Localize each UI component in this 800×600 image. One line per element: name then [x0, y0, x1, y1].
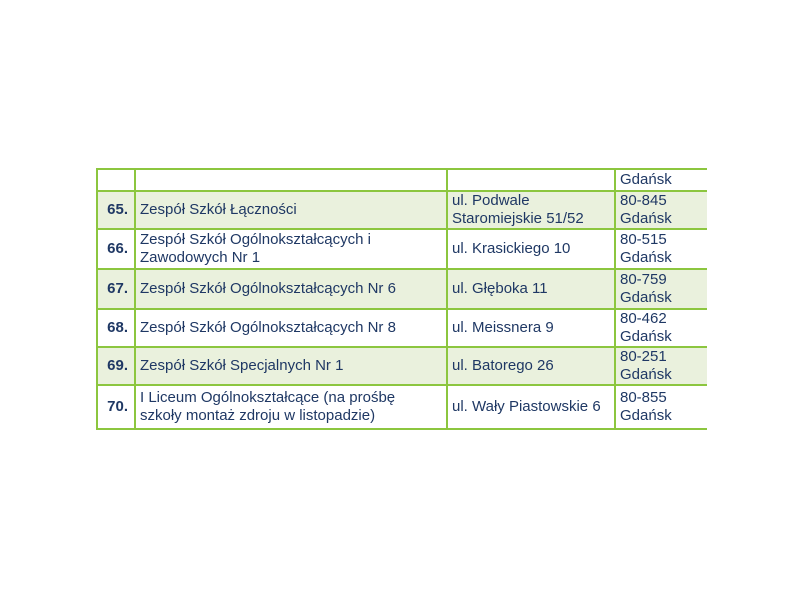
city-text: Gdańsk	[620, 407, 672, 424]
school-name-cell	[135, 191, 447, 229]
city-text: Gdańsk	[620, 210, 672, 227]
city-text: Gdańsk	[620, 249, 672, 266]
row-number-cell: 69.	[97, 347, 135, 385]
city-text: Gdańsk	[620, 289, 672, 306]
postal-city-cell	[615, 191, 707, 229]
row-number-cell: 65.	[97, 191, 135, 229]
school-name-cell	[135, 309, 447, 347]
postal-city-cell	[615, 229, 707, 269]
address-line: ul. Meissnera 9	[452, 319, 554, 336]
row-number-cell: 68.	[97, 309, 135, 347]
postal-city-cell	[615, 347, 707, 385]
table-row	[97, 169, 707, 191]
school-name-line: Zespół Szkół Specjalnych Nr 1	[140, 357, 344, 374]
row-number-cell: 66.	[97, 229, 135, 269]
school-name-line: Zespół Szkół Ogólnokształcących i	[140, 231, 371, 248]
address-cell	[447, 191, 615, 229]
address-line: ul. Krasickiego 10	[452, 240, 571, 257]
postal-code: 80-515	[620, 231, 667, 248]
city-text: Gdańsk	[620, 366, 672, 383]
address-line: ul. Podwale	[452, 192, 530, 209]
city-cell	[615, 169, 707, 191]
row-number-cell: 70.	[97, 385, 135, 429]
address-cell	[447, 309, 615, 347]
school-name-line: szkoły montaż zdroju w listopadzie)	[140, 407, 376, 424]
table-row	[97, 385, 707, 429]
address-line: ul. Wały Piastowskie 6	[452, 398, 601, 415]
address-cell	[447, 229, 615, 269]
city-text: Gdańsk	[620, 171, 672, 188]
address-cell	[447, 269, 615, 309]
schools-table-container	[96, 168, 707, 436]
address-cell	[447, 169, 615, 191]
address-line: ul. Głęboka 11	[452, 280, 548, 297]
postal-code: 80-845	[620, 192, 667, 209]
row-number-cell: 67.	[97, 269, 135, 309]
address-line: ul. Batorego 26	[452, 357, 554, 374]
address-line: Staromiejskie 51/52	[452, 210, 584, 227]
school-name-cell	[135, 385, 447, 429]
school-name-cell	[135, 229, 447, 269]
school-name-line: Zawodowych Nr 1	[140, 249, 261, 266]
table-row	[97, 309, 707, 347]
school-name-line: Zespół Szkół Ogólnokształcących Nr 6	[140, 280, 396, 297]
postal-code: 80-462	[620, 310, 667, 327]
postal-city-cell	[615, 309, 707, 347]
postal-code: 80-251	[620, 348, 667, 365]
school-name-cell	[135, 169, 447, 191]
address-cell	[447, 347, 615, 385]
table-row	[97, 347, 707, 385]
school-name-cell	[135, 269, 447, 309]
table-row	[97, 269, 707, 309]
postal-city-cell	[615, 269, 707, 309]
schools-table	[96, 168, 707, 430]
postal-code: 80-759	[620, 271, 667, 288]
city-text: Gdańsk	[620, 328, 672, 345]
postal-city-cell	[615, 385, 707, 429]
row-number-cell	[97, 169, 135, 191]
school-name-line: Zespół Szkół Ogólnokształcących Nr 8	[140, 319, 396, 336]
table-row	[97, 191, 707, 229]
address-cell	[447, 385, 615, 429]
table-row	[97, 229, 707, 269]
school-name-cell	[135, 347, 447, 385]
school-name-line: I Liceum Ogólnokształcące (na prośbę	[140, 389, 396, 406]
postal-code: 80-855	[620, 389, 667, 406]
school-name-line: Zespół Szkół Łączności	[140, 201, 297, 218]
